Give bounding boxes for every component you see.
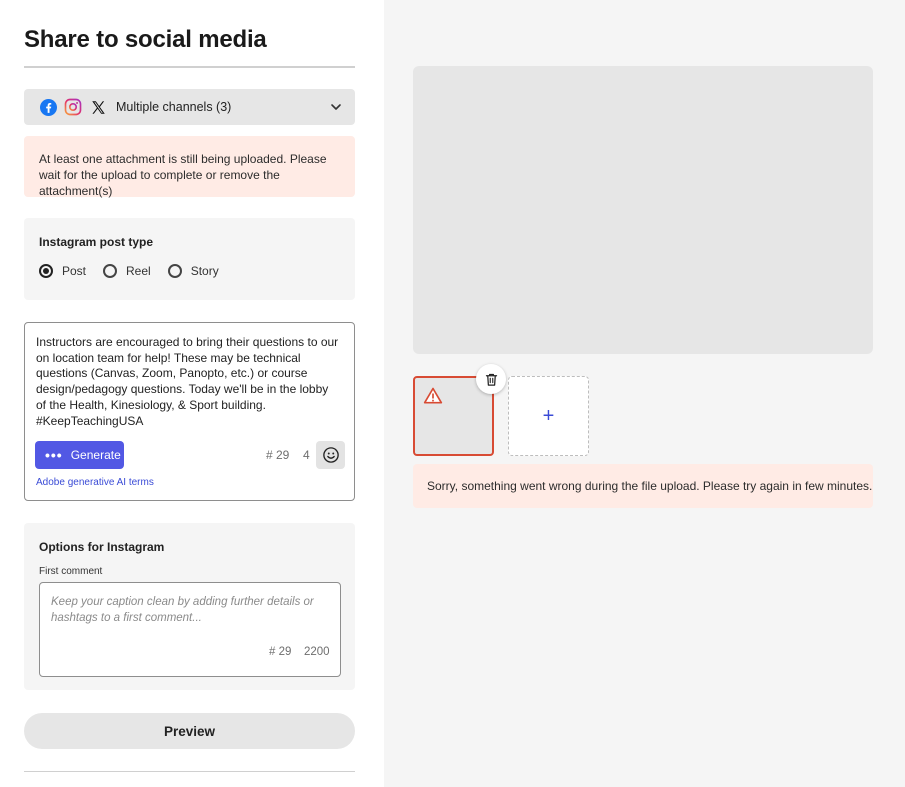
smiley-icon — [322, 446, 340, 464]
first-comment-char-count: 2200 — [304, 646, 330, 658]
instagram-options-section — [24, 523, 355, 690]
media-panel — [384, 0, 905, 787]
first-comment-placeholder: Keep your caption clean by adding further details or hashtags to a first comment... — [51, 596, 314, 624]
share-form-panel — [0, 0, 384, 787]
generate-button-label: Generate — [70, 448, 121, 462]
post-type-heading: Instagram post type — [39, 235, 154, 249]
caption-hashtag-count: # 29 — [266, 448, 290, 462]
radio-reel-label: Reel — [126, 264, 151, 278]
channel-picker-label: Multiple channels (3) — [116, 100, 232, 114]
first-comment-label: First comment — [39, 566, 103, 577]
x-icon — [89, 98, 107, 116]
caption-char-count: 4 — [303, 448, 310, 462]
more-dots-icon: ••• — [45, 447, 63, 463]
media-preview-area — [413, 66, 873, 354]
bottom-divider — [24, 771, 355, 772]
title-divider — [24, 66, 355, 68]
warning-icon — [423, 386, 443, 406]
radio-reel[interactable] — [103, 264, 151, 278]
generate-button[interactable] — [35, 441, 124, 469]
instagram-options-heading: Options for Instagram — [39, 540, 165, 554]
radio-post-label: Post — [62, 264, 87, 278]
instagram-icon — [64, 98, 82, 116]
radio-story-indicator[interactable] — [168, 264, 182, 278]
delete-attachment-button[interactable] — [476, 364, 506, 394]
first-comment-field[interactable] — [39, 582, 341, 677]
radio-post-indicator[interactable] — [39, 264, 53, 278]
page-title: Share to social media — [24, 26, 267, 53]
post-type-radio-group — [39, 264, 340, 278]
caption-textarea[interactable]: Instructors are encouraged to bring their questions to our on location team for help! These may be technical questions (Canvas, Zoom, Panopto, etc.) or course design/pedagogy questions. Today we'll be in the lobby of the Health, Kinesiology, & Sport building. #KeepTeachingUSA — [36, 335, 339, 428]
ai-terms-link[interactable]: Adobe generative AI terms — [36, 477, 154, 488]
trash-icon — [484, 372, 499, 387]
instagram-post-type-section — [24, 218, 355, 300]
upload-warning-banner: At least one attachment is still being uploaded. Please wait for the upload to complete or remove the attachment(s) — [24, 136, 355, 197]
emoji-button[interactable] — [316, 441, 345, 469]
radio-story[interactable] — [168, 264, 219, 278]
radio-reel-indicator[interactable] — [103, 264, 117, 278]
radio-story-label: Story — [190, 264, 219, 278]
first-comment-hashtag-count: # 29 — [269, 646, 292, 658]
caption-editor[interactable] — [24, 322, 355, 501]
radio-post[interactable] — [39, 264, 86, 278]
chevron-down-icon — [329, 100, 343, 114]
add-attachment-button[interactable]: + — [508, 376, 589, 456]
facebook-icon — [39, 98, 57, 116]
channel-picker-dropdown[interactable] — [24, 89, 355, 125]
upload-error-banner: Sorry, something went wrong during the file upload. Please try again in few minutes. — [413, 464, 873, 508]
preview-button[interactable]: Preview — [24, 713, 355, 749]
